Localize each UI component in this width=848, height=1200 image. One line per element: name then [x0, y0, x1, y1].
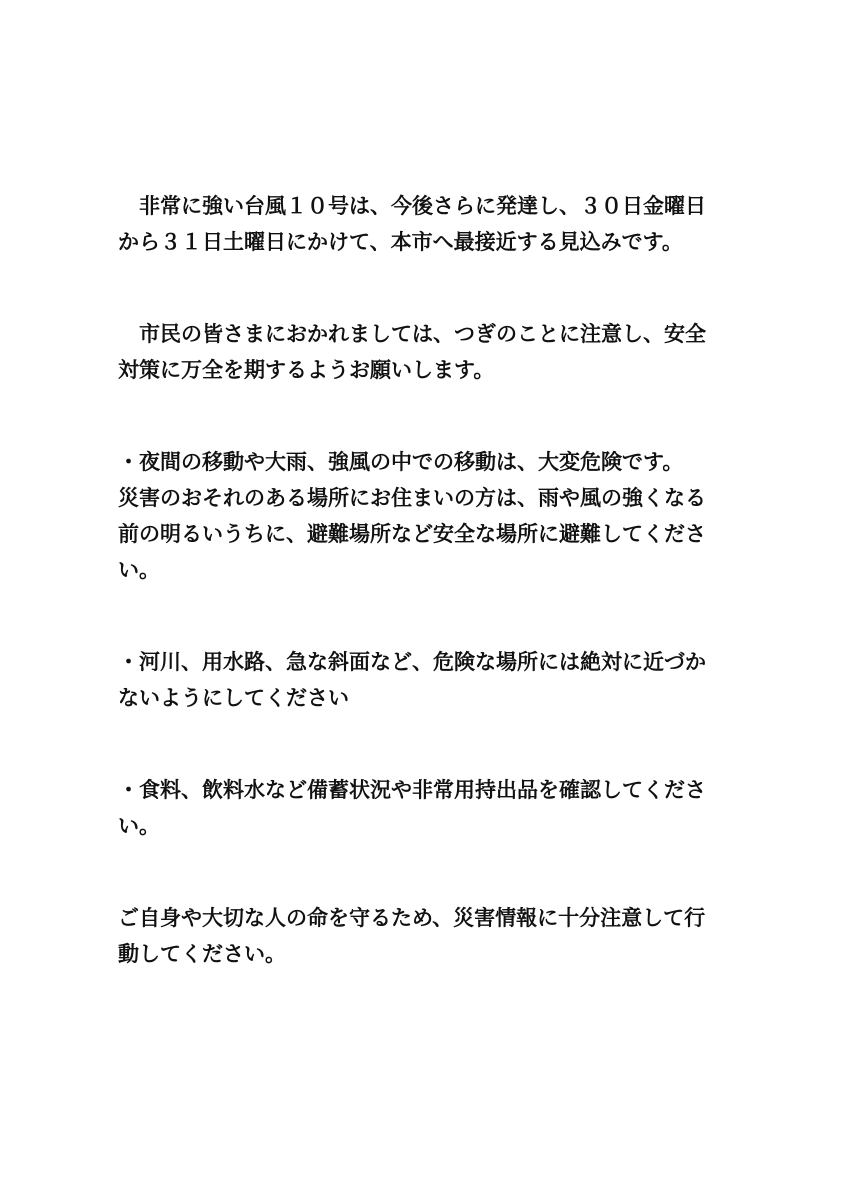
text-line: ご自身や大切な人の命を守るため、災害情報に十分注意して行 [118, 906, 706, 930]
paragraph-supplies [118, 772, 738, 844]
text-line: 災害のおそれのある場所にお住まいの方は、雨や風の強くなる [118, 486, 706, 510]
paragraph-evacuation [118, 444, 738, 588]
text-line: 動してください。 [118, 942, 286, 966]
text-line: 対策に万全を期するようお願いします。 [118, 358, 495, 382]
text-line: 前の明るいうちに、避難場所など安全な場所に避難してくださ [118, 522, 706, 546]
paragraph-typhoon-forecast [118, 188, 738, 260]
text-line: ないようにしてください [118, 686, 349, 710]
paragraph-danger-areas [118, 644, 738, 716]
text-line: ・河川、用水路、急な斜面など、危険な場所には絶対に近づか [118, 650, 706, 674]
paragraph-request [118, 316, 738, 388]
text-line: から３１日土曜日にかけて、本市へ最接近する見込みです。 [118, 230, 683, 254]
text-line: 非常に強い台風１０号は、今後さらに発達し、３０日金曜日 [118, 194, 706, 218]
text-line: 市民の皆さまにおかれましては、つぎのことに注意し、安全 [118, 322, 706, 346]
text-line: ・夜間の移動や大雨、強風の中での移動は、大変危険です。 [118, 450, 684, 474]
text-line: ・食料、飲料水など備蓄状況や非常用持出品を確認してくださ [118, 778, 706, 802]
document-body [118, 188, 738, 972]
paragraph-closing [118, 900, 738, 972]
text-line: い。 [118, 558, 160, 582]
text-line: い。 [118, 814, 160, 838]
